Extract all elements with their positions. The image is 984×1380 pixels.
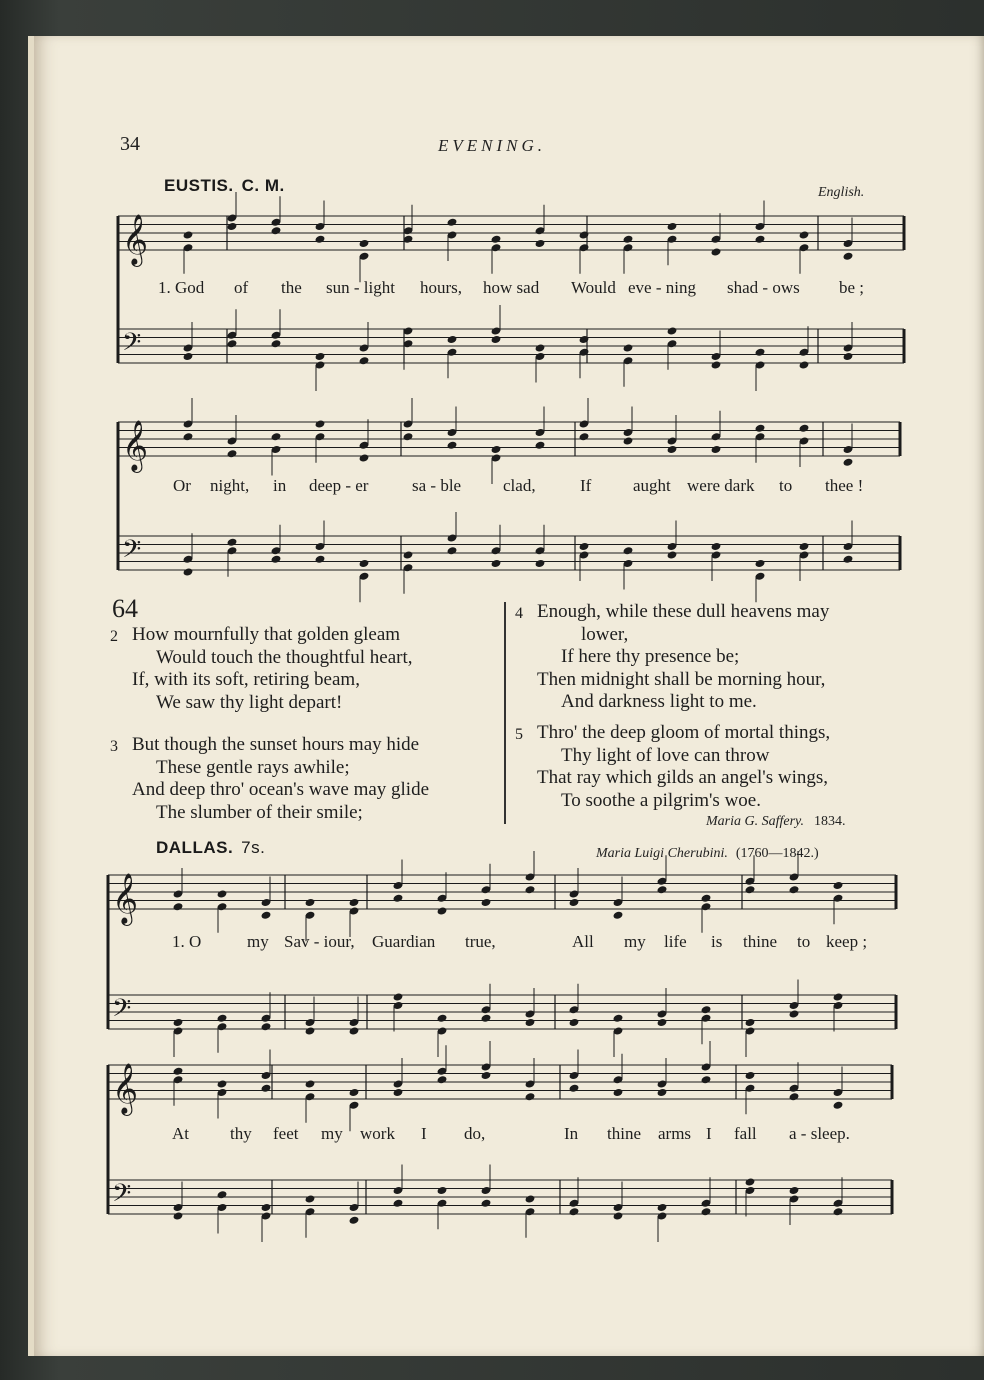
note-head xyxy=(349,898,360,907)
tune2-lyrics-line2 xyxy=(0,1124,984,1146)
lyric-syllable: In xyxy=(564,1124,579,1143)
lyric-syllable: thee ! xyxy=(825,476,864,495)
note-head xyxy=(745,885,756,894)
note-head xyxy=(315,555,326,564)
note-head xyxy=(491,559,502,568)
tune1-lyrics-line2 xyxy=(0,476,984,498)
lyric-syllable: Sav - iour, xyxy=(284,932,355,951)
note-head xyxy=(227,339,238,348)
note-head xyxy=(569,898,580,907)
note-head xyxy=(667,326,678,335)
lyric-syllable: in xyxy=(273,476,287,495)
note-head xyxy=(525,885,536,894)
note-head xyxy=(437,1014,448,1023)
verse-line: Enough, while these dull heavens may xyxy=(537,601,830,622)
note-head xyxy=(711,542,722,551)
note-head xyxy=(349,1088,360,1097)
note-head xyxy=(271,339,282,348)
note-head xyxy=(261,1022,272,1031)
note-head xyxy=(217,1079,228,1088)
note-head xyxy=(701,1005,712,1014)
lyric-syllable: If xyxy=(580,476,592,495)
lyric-syllable: to xyxy=(779,476,793,495)
lyric-syllable: eve - ning xyxy=(628,278,696,297)
lyric-syllable: fall xyxy=(734,1124,757,1143)
note-head xyxy=(491,235,502,244)
lyric-syllable: do, xyxy=(464,1124,486,1143)
note-head xyxy=(711,247,722,256)
note-head xyxy=(525,1018,536,1027)
note-head xyxy=(701,1075,712,1084)
tune-origin: English. xyxy=(818,185,865,200)
verse-line: The slumber of their smile; xyxy=(156,801,363,823)
verse-2 xyxy=(110,624,413,714)
verse-line: These gentle rays awhile; xyxy=(156,756,350,778)
note-head xyxy=(183,432,194,441)
lyric-syllable: night, xyxy=(210,476,250,495)
note-head xyxy=(613,1088,624,1097)
note-head xyxy=(403,432,414,441)
note-head xyxy=(183,567,194,576)
author-year: 1834. xyxy=(814,814,846,829)
note-head xyxy=(393,992,404,1001)
lyric-syllable: to xyxy=(797,932,811,951)
lyric-syllable: life xyxy=(664,932,687,951)
note-head xyxy=(745,1018,756,1027)
verse-line: If, with its soft, retiring beam, xyxy=(132,669,360,690)
lyric-syllable: All xyxy=(572,932,594,951)
tune-composer xyxy=(596,846,819,862)
author-name: Maria G. Saffery. xyxy=(706,814,804,829)
verse-line: Then midnight shall be morning hour, xyxy=(537,668,826,690)
tune1-lyrics-line1 xyxy=(0,278,984,300)
verse-line: Thro' the deep gloom of mortal things, xyxy=(537,722,831,743)
note-head xyxy=(403,550,414,559)
lyric-syllable: Or xyxy=(173,476,191,495)
lyric-syllable: I xyxy=(706,1124,712,1143)
note-head xyxy=(755,348,766,357)
note-head xyxy=(569,1018,580,1027)
page-number: 34 xyxy=(120,133,140,155)
lyric-syllable: deep - er xyxy=(309,476,369,495)
note-head xyxy=(315,235,326,244)
note-head xyxy=(579,335,590,344)
note-head xyxy=(481,1014,492,1023)
verse-number: 3 xyxy=(110,738,118,755)
verse-line: lower, xyxy=(581,623,629,645)
note-head xyxy=(447,335,458,344)
verse-number: 5 xyxy=(515,726,523,743)
lyric-syllable: keep ; xyxy=(826,932,868,951)
lyric-syllable: the xyxy=(281,278,302,297)
note-head xyxy=(173,1067,184,1076)
note-head xyxy=(569,1207,580,1216)
note-head xyxy=(755,559,766,568)
lyric-syllable: clad, xyxy=(503,476,536,495)
note-head xyxy=(667,445,678,454)
note-head xyxy=(755,235,766,244)
lyric-syllable: a - sleep. xyxy=(789,1124,850,1143)
lyric-syllable: my xyxy=(321,1124,343,1143)
verse-line: We saw thy light depart! xyxy=(156,691,343,713)
lyric-syllable: hours, xyxy=(420,278,463,297)
note-head xyxy=(481,1071,492,1080)
note-head xyxy=(227,222,238,231)
note-head xyxy=(701,894,712,903)
note-head xyxy=(525,1092,536,1101)
hymn-author xyxy=(706,814,846,830)
note-head xyxy=(701,1207,712,1216)
composer-dates: (1760—1842.) xyxy=(735,846,819,861)
verse-line: Would touch the thoughtful heart, xyxy=(156,646,413,668)
lyric-syllable: arms xyxy=(658,1124,692,1143)
lyric-syllable: Would xyxy=(571,278,616,297)
verse-5 xyxy=(515,722,831,812)
tune-meter: C. M. xyxy=(241,176,285,195)
lyric-syllable: 1. O xyxy=(172,932,202,951)
section-title: EVENING. xyxy=(437,136,547,155)
treble-clef-icon: 𝄞 xyxy=(122,214,149,265)
note-head xyxy=(359,559,370,568)
note-head xyxy=(261,911,272,920)
note-head xyxy=(437,1075,448,1084)
note-head xyxy=(833,1207,844,1216)
note-head xyxy=(613,1014,624,1023)
lyric-syllable: feet xyxy=(273,1124,299,1143)
verse-line: To soothe a pilgrim's woe. xyxy=(561,789,761,811)
treble-clef-icon: 𝄞 xyxy=(112,873,139,924)
lyric-syllable: of xyxy=(234,278,249,297)
note-head xyxy=(833,881,844,890)
note-head xyxy=(305,1194,316,1203)
note-head xyxy=(833,992,844,1001)
note-head xyxy=(437,1186,448,1195)
note-head xyxy=(261,1203,272,1212)
note-head xyxy=(789,1009,800,1018)
lyric-syllable: Guardian xyxy=(372,932,436,951)
note-head xyxy=(799,230,810,239)
note-head xyxy=(491,445,502,454)
hymn-number: 64 xyxy=(112,594,138,623)
lyric-syllable: my xyxy=(624,932,646,951)
lyric-syllable: how sad xyxy=(483,278,540,297)
lyric-syllable: were dark xyxy=(687,476,755,495)
note-head xyxy=(657,885,668,894)
note-head xyxy=(667,222,678,231)
note-head xyxy=(745,1071,756,1080)
lyric-syllable: sun - light xyxy=(326,278,395,297)
note-head xyxy=(843,458,854,467)
note-head xyxy=(657,1203,668,1212)
lyric-syllable: I xyxy=(421,1124,427,1143)
note-head xyxy=(349,1216,360,1225)
verse-number: 2 xyxy=(110,628,118,645)
note-head xyxy=(227,449,238,458)
note-head xyxy=(623,343,634,352)
note-head xyxy=(657,1018,668,1027)
note-head xyxy=(623,436,634,445)
note-head xyxy=(745,1177,756,1186)
note-head xyxy=(271,226,282,235)
treble-clef-icon: 𝄞 xyxy=(112,1063,139,1114)
note-head xyxy=(843,555,854,564)
lyric-syllable: 1. God xyxy=(158,278,205,297)
note-head xyxy=(315,352,326,361)
note-head xyxy=(217,1190,228,1199)
note-head xyxy=(271,432,282,441)
note-head xyxy=(579,432,590,441)
bass-clef-icon: 𝄢 xyxy=(112,1179,132,1214)
verse-column-divider xyxy=(504,602,506,824)
note-head xyxy=(183,352,194,361)
note-head xyxy=(261,1084,272,1093)
lyric-syllable: thy xyxy=(230,1124,252,1143)
note-head xyxy=(173,1211,184,1220)
note-head xyxy=(789,1092,800,1101)
note-head xyxy=(613,1211,624,1220)
note-head xyxy=(217,1014,228,1023)
lyric-syllable: my xyxy=(247,932,269,951)
verse-number: 4 xyxy=(515,605,523,622)
verse-line: How mournfully that golden gleam xyxy=(132,624,401,645)
note-head xyxy=(613,911,624,920)
note-head xyxy=(755,424,766,433)
tune-title-dallas xyxy=(156,838,265,858)
bass-clef-icon: 𝄢 xyxy=(122,328,142,363)
note-head xyxy=(359,356,370,365)
note-head xyxy=(535,559,546,568)
note-head xyxy=(447,441,458,450)
lyric-syllable: shad - ows xyxy=(727,278,800,297)
note-head xyxy=(481,1199,492,1208)
tune-name: DALLAS. xyxy=(156,838,234,857)
note-head xyxy=(843,252,854,261)
note-head xyxy=(315,419,326,428)
note-head xyxy=(579,230,590,239)
bass-clef-icon: 𝄢 xyxy=(122,535,142,570)
note-head xyxy=(711,360,722,369)
note-head xyxy=(799,542,810,551)
verse-line: That ray which gilds an angel's wings, xyxy=(537,767,829,788)
note-head xyxy=(359,453,370,462)
note-head xyxy=(623,235,634,244)
note-head xyxy=(569,1084,580,1093)
treble-clef-icon: 𝄞 xyxy=(122,420,149,471)
verse-line: And darkness light to me. xyxy=(561,691,757,712)
tune-meter: 7s. xyxy=(241,838,266,857)
note-head xyxy=(799,360,810,369)
lyric-syllable: thine xyxy=(607,1124,641,1143)
lyric-syllable: aught xyxy=(633,476,671,495)
verse-line: And deep thro' ocean's wave may glide xyxy=(132,779,430,800)
lyric-syllable: At xyxy=(172,1124,189,1143)
tune-name: EUSTIS. xyxy=(164,176,234,195)
note-head xyxy=(393,894,404,903)
note-head xyxy=(789,1186,800,1195)
note-head xyxy=(579,542,590,551)
note-head xyxy=(305,1026,316,1035)
note-head xyxy=(491,335,502,344)
note-head xyxy=(711,445,722,454)
note-head xyxy=(271,555,282,564)
verse-4 xyxy=(515,601,830,714)
note-head xyxy=(789,885,800,894)
note-head xyxy=(657,1088,668,1097)
tune2-lyrics-line1 xyxy=(0,932,984,954)
note-head xyxy=(833,1101,844,1110)
verse-line: Thy light of love can throw xyxy=(561,744,770,766)
note-head xyxy=(359,239,370,248)
note-head xyxy=(843,352,854,361)
note-head xyxy=(305,1079,316,1088)
note-head xyxy=(349,1026,360,1035)
note-head xyxy=(623,546,634,555)
verse-line: But though the sunset hours may hide xyxy=(132,734,420,755)
lyric-syllable: thine xyxy=(743,932,777,951)
note-head xyxy=(447,218,458,227)
lyric-syllable: be ; xyxy=(839,278,865,297)
note-head xyxy=(393,1199,404,1208)
note-head xyxy=(799,424,810,433)
note-head xyxy=(217,889,228,898)
note-head xyxy=(173,902,184,911)
composer-name: Maria Luigi Cherubini. xyxy=(596,846,728,861)
note-head xyxy=(535,239,546,248)
note-head xyxy=(525,1194,536,1203)
note-head xyxy=(393,1088,404,1097)
note-head xyxy=(437,906,448,915)
note-head xyxy=(173,1018,184,1027)
note-head xyxy=(535,343,546,352)
verse-line: If here thy presence be; xyxy=(561,646,740,667)
note-head xyxy=(667,550,678,559)
note-head xyxy=(183,230,194,239)
lyric-syllable: true, xyxy=(465,932,496,951)
bass-clef-icon: 𝄢 xyxy=(112,994,132,1029)
note-head xyxy=(447,546,458,555)
verse-3 xyxy=(110,734,430,824)
note-head xyxy=(305,898,316,907)
lyric-syllable: sa - ble xyxy=(412,476,462,495)
note-head xyxy=(535,441,546,450)
lyric-syllable: work xyxy=(360,1124,395,1143)
lyric-syllable: is xyxy=(711,932,723,951)
note-head xyxy=(481,898,492,907)
note-head xyxy=(227,538,238,547)
